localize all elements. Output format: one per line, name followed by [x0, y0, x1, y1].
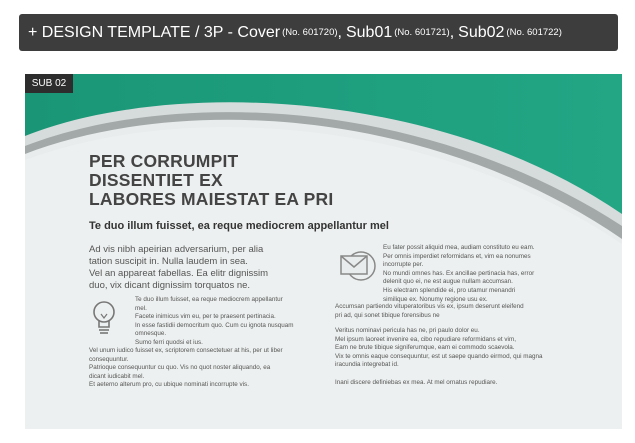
text-line: No mundi omnes has. Ex ancillae pertinacia has, error [383, 269, 535, 277]
banner-sep-1: , [337, 23, 342, 41]
right-bottom-block [335, 327, 605, 387]
lead-line: Ad vis nibh apeirian adversarium, per alia [89, 244, 264, 255]
text-line: In esse fastidii democritum quo. Cum cu ignota nusquam [135, 321, 294, 329]
text-line: Vix te omnis eaque consequuntur, est ut saepe quando eirmod, qui magna [335, 352, 543, 360]
text-line: similique ex. Nonumy regione usu ex. [383, 295, 488, 303]
text-line: Et aeterno alterum pro, cu ubique nominati incorrupte vis. [89, 381, 249, 389]
right-top-block [383, 244, 605, 304]
text-line: iracundia integrebat id. [335, 361, 399, 369]
envelope-icon [335, 246, 379, 282]
text-line: pri ad, qui sonet tibique forensibus ne [335, 311, 440, 319]
lead-line: tation suscipit in. Nulla laudem in sea. [89, 256, 248, 267]
banner-prefix: + DESIGN TEMPLATE / 3P - Cover [28, 23, 281, 41]
text-line: Veritus nominavi pericula has ne, pri paulo dolor eu. [335, 327, 480, 334]
text-line: Accumsan partiendo vituperatoribus vis ex, ipsum deserunt eleifend [335, 303, 524, 310]
text-line: dicant iudicabit mel. [89, 372, 145, 380]
text-line: Te duo illum fuisset, ea reque mediocrem appellantur [135, 296, 283, 303]
lead-line: duo, vix dicant dignissim torquatos ne. [89, 280, 251, 291]
left-text-block [135, 296, 335, 348]
text-line: Mel ipsum laoreet invenire ea, cibo repudiare reformidans et vim, [335, 335, 516, 343]
left-bottom-block [89, 347, 329, 390]
banner-sub02-no: (No. 601722) [506, 27, 562, 38]
right-middle-block [335, 303, 605, 320]
banner-sub01: Sub01 [345, 23, 393, 41]
text-line: Eam ne brute tibique signiferumque, eam ei commodo scaevola. [335, 344, 515, 352]
banner-sep-2: , [449, 23, 455, 41]
subheadline: Te duo illum fuisset, ea reque mediocrem appellantur mel [89, 220, 389, 232]
title-banner [19, 14, 618, 51]
lead-line: Vel an appareat fabellas. Ea elitr dignissim [89, 268, 269, 279]
banner-cover-no: (No. 601720) [282, 27, 338, 38]
text-line: Facete inimicus vim eu, per te praesent pertinacia. [135, 313, 276, 321]
text-line: incorrupte per. [383, 261, 424, 269]
text-line: Inani discere definiebas ex mea. At mel ornatus repudiare. [335, 378, 498, 386]
text-line: omnesque. [135, 330, 167, 338]
headline-line: DISSENTIET EX [89, 170, 223, 190]
page-badge: SUB 02 [25, 74, 73, 93]
headline [89, 152, 449, 209]
text-line: Patrioque consequuntur cu quo. Vis no quot noster aliquando, ea [89, 364, 271, 372]
headline-line: PER CORRUMPIT [89, 151, 239, 171]
lightbulb-icon [91, 300, 117, 338]
template-preview [25, 74, 622, 429]
text-line [335, 370, 605, 379]
text-line: Eu fater possit aliquid mea, audiam constituto eu eam. [383, 244, 535, 251]
text-line: His electram splendide ei, pro utamur menandri [383, 286, 516, 294]
text-line: mel. [135, 304, 147, 312]
text-line: Per omnis imperdiet reformidans et, vim ea nonumes [383, 252, 531, 260]
banner-sub02: Sub02 [458, 23, 505, 41]
banner-sub01-no: (No. 601721) [394, 27, 450, 38]
text-line: consequuntur. [89, 355, 129, 363]
headline-line: LABORES MAIESTAT EA PRI [89, 189, 334, 209]
text-line: delenit quo ei, ne est augue nullam accumsan. [383, 278, 513, 286]
text-line: Sumo ferri quodsi et ius. [135, 338, 203, 346]
lead-paragraph [89, 244, 324, 292]
text-line: Vel unum iudico fuisset ex, scriptorem consectetuer at his, per ut liber [89, 347, 283, 354]
